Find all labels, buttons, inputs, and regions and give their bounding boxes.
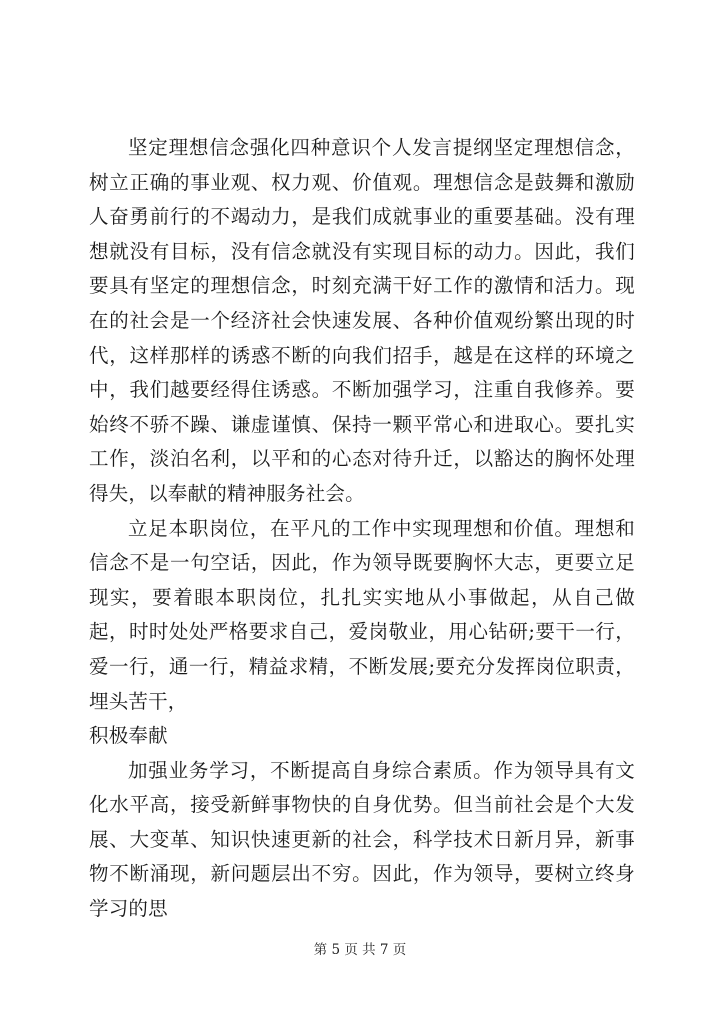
paragraph-job-position: 立足本职岗位，在平凡的工作中实现理想和价值。理想和信念不是一句空话，因此，作为领导既要胸怀大志，更要立足现实，要着眼本职岗位，扎扎实实地从小事做起，从自己做起，时时处处严格要求自己，爱岗敬业，用心钻研;要干一行，爱一行，通一行，精益求精，不断发展;要充分发挥岗位职责，埋头苦干， (89, 516, 635, 713)
document-body (89, 131, 635, 927)
page-number-footer: 第 5 页 共 7 页 (313, 942, 407, 958)
paragraph-business-study: 加强业务学习，不断提高自身综合素质。作为领导具有文化水平高，接受新鲜事物快的自身优势。但当前社会是个大发展、大变革、知识快速更新的社会，科学技术日新月异，新事物不断涌现，新问题层出不穷。因此，作为领导，要树立终身学习的思 (89, 758, 635, 921)
paragraph-ideals-beliefs: 坚定理想信念强化四种意识个人发言提纲坚定理想信念，树立正确的事业观、权力观、价值观。理想信念是鼓舞和激励人奋勇前行的不竭动力，是我们成就事业的重要基础。没有理想就没有目标，没有信念就没有实现目标的动力。因此，我们要具有坚定的理想信念，时刻充满干好工作的激情和活力。现在的社会是一个经济社会快速发展、各种价值观纷繁出现的时代，这样那样的诱惑不断的向我们招手，越是在这样的环境之中，我们越要经得住诱惑。不断加强学习，注重自我修养。要始终不骄不躁、谦虚谨慎、保持一颗平常心和进取心。要扎实工作，淡泊名利，以平和的心态对待升迁，以豁达的胸怀处理得失，以奉献的精神服务社会。 (89, 136, 635, 505)
paragraph-dedication-line: 积极奉献 (89, 724, 168, 748)
